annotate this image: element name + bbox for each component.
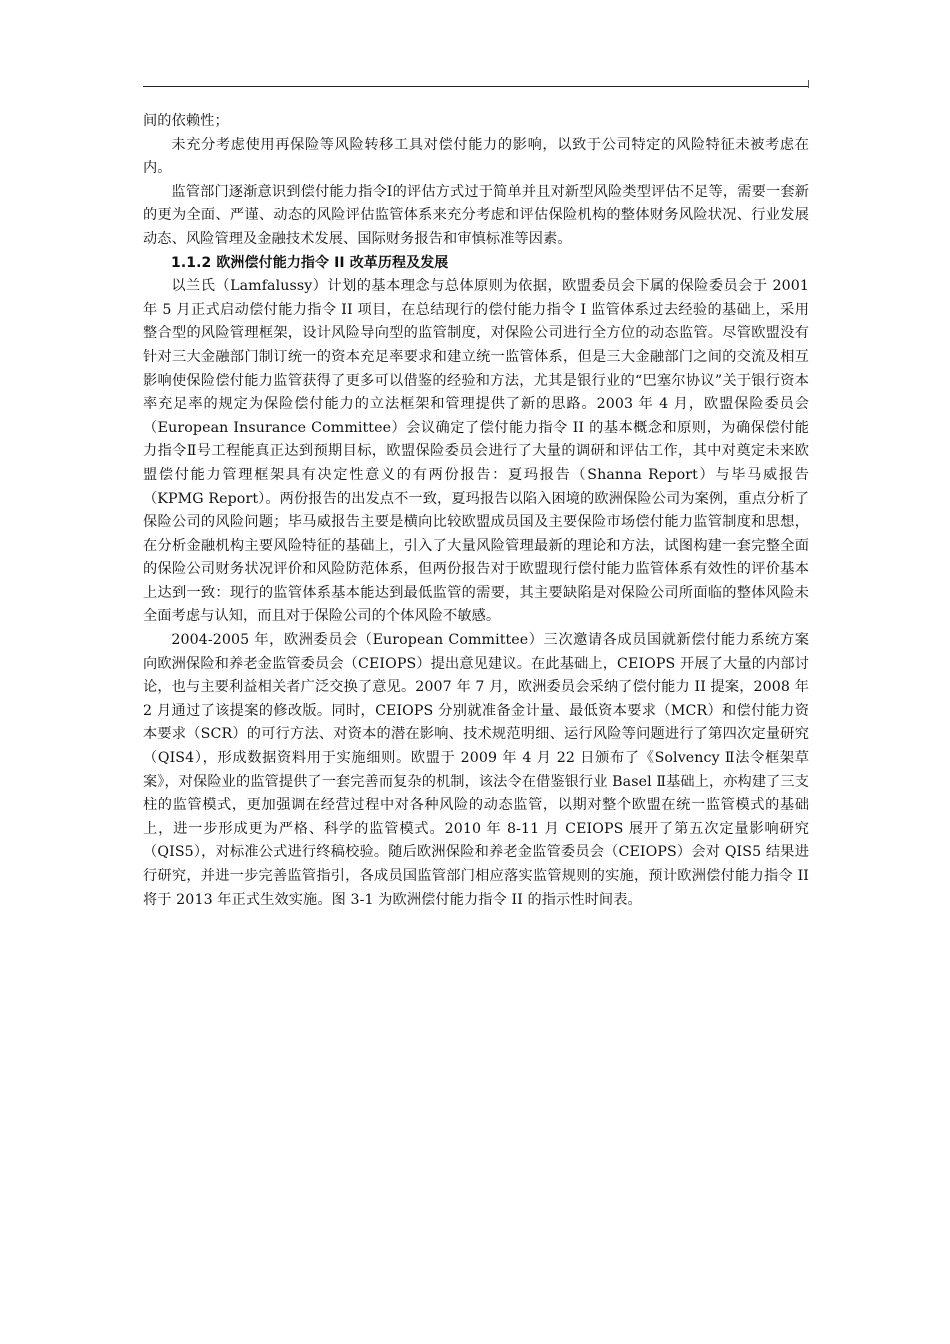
section-heading: 1.1.2 欧洲偿付能力指令 II 改革历程及发展 — [171, 254, 449, 271]
paragraph-2004-2005: 2004-2005 年，欧洲委员会（European Committee）三次邀请各成员国就新偿付能力系统方案向欧洲保险和养老金监管委员会（CEIOPS）提出意见建议。在此基础上，CEIOPS 开展了大量的内部讨论，也与主要利益相关者广泛交换了意见。2007 年 7 月，欧洲委员会采纳了偿付能力 II 提案，2008 年 2 月通过了该提案的修改版。同时，CEIOPS 分别就准备金计量、最低资本要求（MCR）和偿付能力资本要求（SCR）的可行方法、对资本的潜在影响、技术规范明细、运行风险等问题进行了第四次定量研究（QIS4），形成数据资料用于实施细则。欧盟于 2009 年 4 月 22 日颁布了《Solvency Ⅱ法令框架草案》，对保险业的监管提供了一套完善而复杂的机制，该法令在借鉴银行业 Basel Ⅱ基础上，亦构建了三支柱的监管模式，更加强调在经营过程中对各种风险的动态监管，以期对整个欧盟在统一监管模式的基础上，进一步形成更为严格、科学的监管模式。2010 年 8-11 月 CEIOPS 展开了第五次定量影响研究（QIS5），对标准公式进行终稿校验。随后欧洲保险和养老金监管委员会（CEIOPS）会对 QIS5 结果进行研究，并进一步完善监管指引，各成员国监管部门相应落实监管规则的实施，预计欧洲偿付能力指令 II 将于 2013 年正式生效实施。图 3-1 为欧洲偿付能力指令 II 的指示性时间表。 — [143, 632, 809, 908]
paragraph-reinsurance: 未充分考虑使用再保险等风险转移工具对偿付能力的影响，以致于公司特定的风险特征未被考虑在内。 — [143, 136, 809, 177]
document-body — [143, 110, 809, 912]
header-rule — [143, 86, 809, 87]
paragraph-lamfalussy: 以兰氏（Lamfalussy）计划的基本理念与总体原则为依据，欧盟委员会下属的保险委员会于 2001 年 5 月正式启动偿付能力指令 II 项目，在总结现行的偿付能力指令 I 监管体系过去经验的基础上，采用整合型的风险管理框架，设计风险导向型的监管制度，对保险公司进行全方位的动态监管。尽管欧盟没有针对三大金融部门制订统一的资本充足率要求和建立统一监管体系，但是三大金融部门之间的交流及相互影响使保险偿付能力监管获得了更多可以借鉴的经验和方法，尤其是银行业的“巴塞尔协议”关于银行资本率充足率的规定为保险偿付能力的立法框架和管理提供了新的思路。2003 年 4 月，欧盟保险委员会（European Insurance Committee）会议确定了偿付能力指令 II 的基本概念和原则，为确保偿付能力指令Ⅱ号工程能真正达到预期目标，欧盟保险委员会进行了大量的调研和评估工作，其中对奠定未来欧盟偿付能力管理框架具有决定性意义的有两份报告：夏玛报告（Shanna Report）与毕马威报告（KPMG Report）。两份报告的出发点不一致，夏玛报告以陷入困境的欧洲保险公司为案例，重点分析了保险公司的风险问题；毕马威报告主要是横向比较欧盟成员国及主要保险市场偿付能力监管制度和思想，在分析金融机构主要风险特征的基础上，引入了大量风险管理最新的理论和方法，试图构建一套完整全面的保险公司财务状况评价和风险防范体系，但两份报告对于欧盟现行偿付能力监管体系有效性的评价基本上达到一致：现行的监管体系基本能达到最低监管的需要，其主要缺陷是对保险公司所面临的整体风险未全面考虑与认知，而且对于保险公司的个体风险不敏感。 — [143, 278, 809, 625]
paragraph-continuation: 间的依赖性； — [143, 113, 229, 129]
paragraph-regulators: 监管部门逐渐意识到偿付能力指令Ⅰ的评估方式过于简单并且对新型风险类型评估不足等，需要一套新的更为全面、严谨、动态的风险评估监管体系来充分考虑和评估保险机构的整体财务风险状况、行业发展动态、风险管理及金融技术发展、国际财务报告和审慎标准等因素。 — [143, 183, 809, 247]
header-corner-mark — [808, 80, 809, 88]
